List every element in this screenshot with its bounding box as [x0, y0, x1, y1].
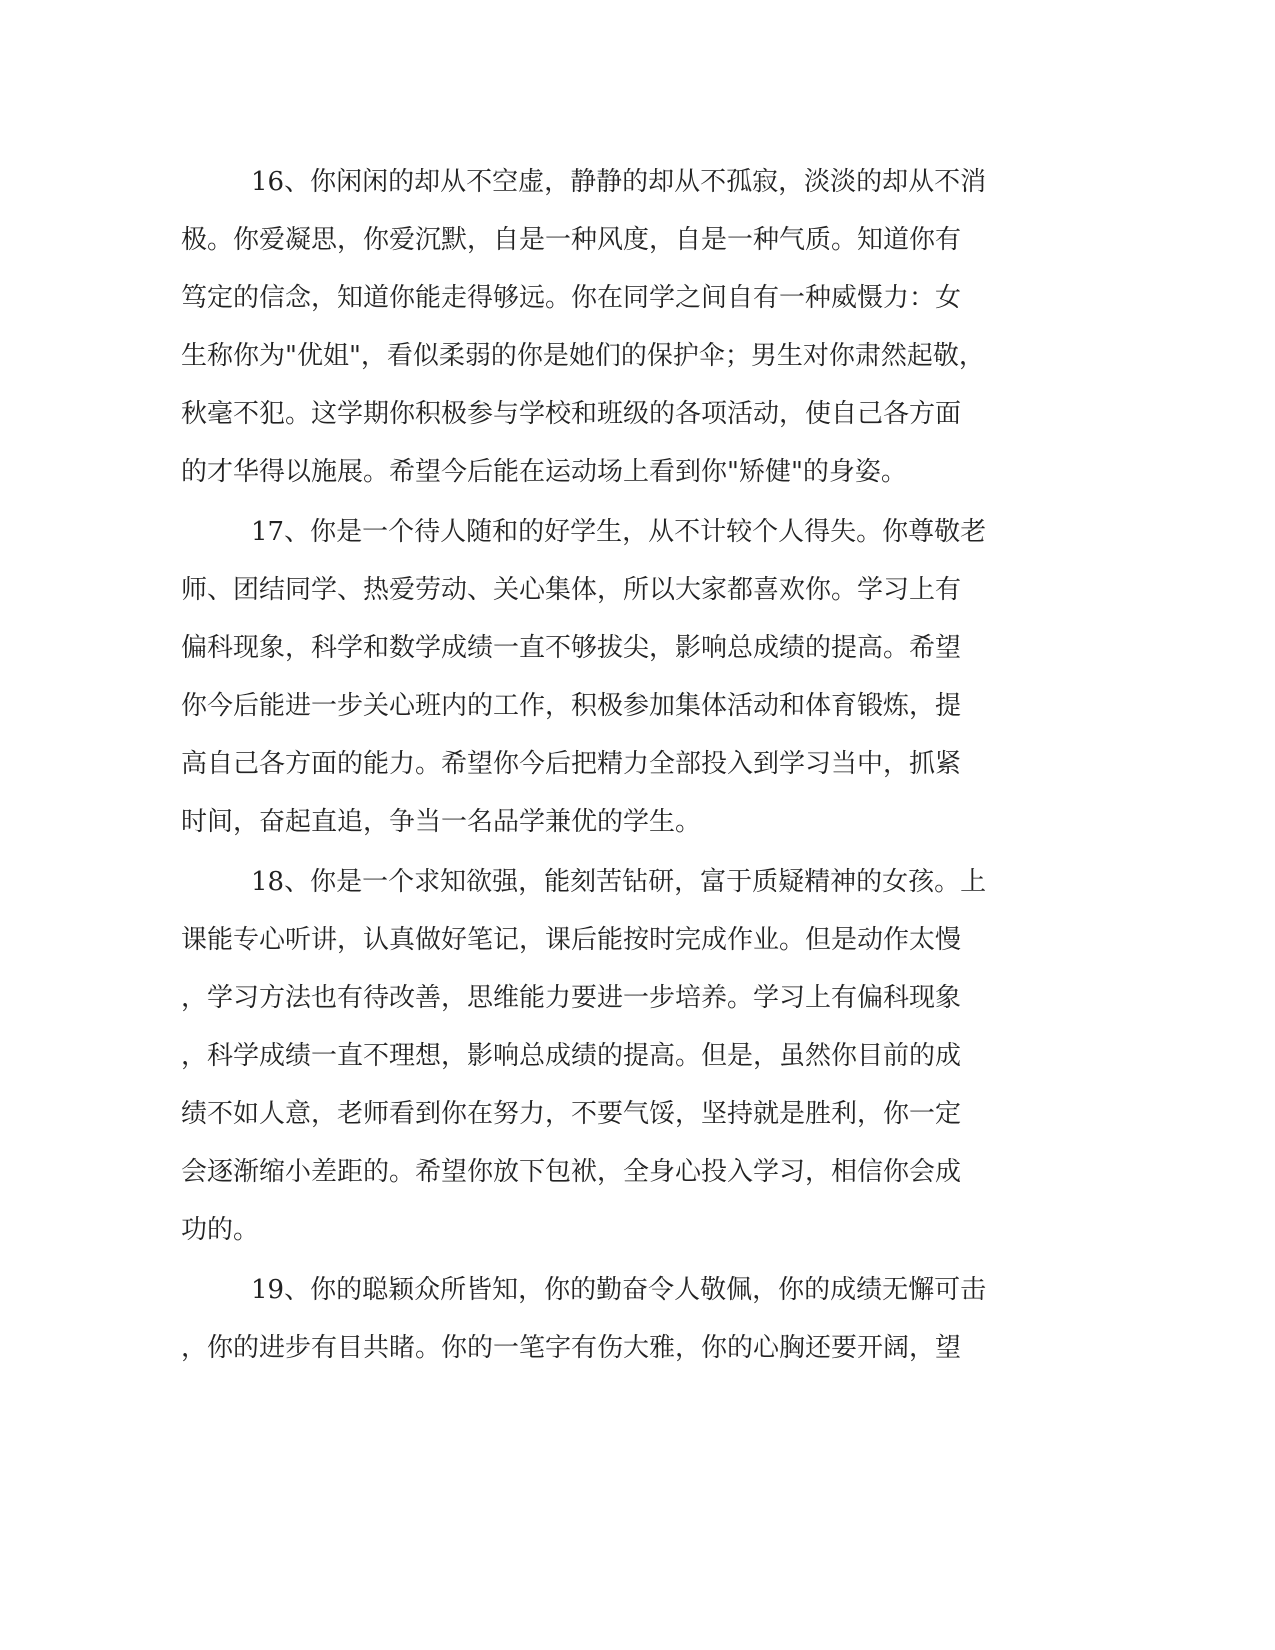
text-line: ，科学成绩一直不理想，影响总成绩的提高。但是，虽然你目前的成	[181, 1041, 962, 1071]
text-line: 课能专心听讲，认真做好笔记，课后能按时完成作业。但是动作太慢	[181, 925, 962, 955]
text-line: 偏科现象，科学和数学成绩一直不够拔尖，影响总成绩的提高。希望	[181, 633, 962, 663]
text-line: 会逐渐缩小差距的。希望你放下包袱，全身心投入学习，相信你会成	[181, 1157, 962, 1187]
text-line: 高自己各方面的能力。希望你今后把精力全部投入到学习当中，抓紧	[181, 749, 962, 779]
text-line: 17、你是一个待人随和的好学生，从不计较个人得失。你尊敬老	[251, 517, 987, 547]
text-line: 极。你爱凝思，你爱沉默，自是一种风度，自是一种气质。知道你有	[181, 225, 962, 255]
text-line: 你今后能进一步关心班内的工作，积极参加集体活动和体育锻炼，提	[181, 691, 962, 721]
text-line: ，学习方法也有待改善，思维能力要进一步培养。学习上有偏科现象	[181, 983, 962, 1013]
text-line: 18、你是一个求知欲强，能刻苦钻研，富于质疑精神的女孩。上	[251, 867, 987, 897]
text-line: 笃定的信念，知道你能走得够远。你在同学之间自有一种威慑力：女	[181, 283, 962, 313]
text-line: 生称你为"优姐"，看似柔弱的你是她们的保护伞；男生对你肃然起敬，	[181, 341, 985, 371]
text-line: 16、你闲闲的却从不空虚，静静的却从不孤寂，淡淡的却从不消	[251, 167, 987, 197]
text-line: 师、团结同学、热爱劳动、关心集体，所以大家都喜欢你。学习上有	[181, 575, 962, 605]
text-line: ，你的进步有目共睹。你的一笔字有伤大雅，你的心胸还要开阔，望	[181, 1333, 962, 1363]
text-line: 19、你的聪颖众所皆知，你的勤奋令人敬佩，你的成绩无懈可击	[251, 1275, 987, 1305]
text-line: 绩不如人意，老师看到你在努力，不要气馁，坚持就是胜利，你一定	[181, 1099, 962, 1129]
text-line: 秋毫不犯。这学期你积极参与学校和班级的各项活动，使自己各方面	[181, 399, 962, 429]
text-line: 功的。	[181, 1215, 260, 1245]
text-line: 时间，奋起直追，争当一名品学兼优的学生。	[181, 807, 702, 837]
text-line: 的才华得以施展。希望今后能在运动场上看到你"矫健"的身姿。	[181, 457, 907, 487]
